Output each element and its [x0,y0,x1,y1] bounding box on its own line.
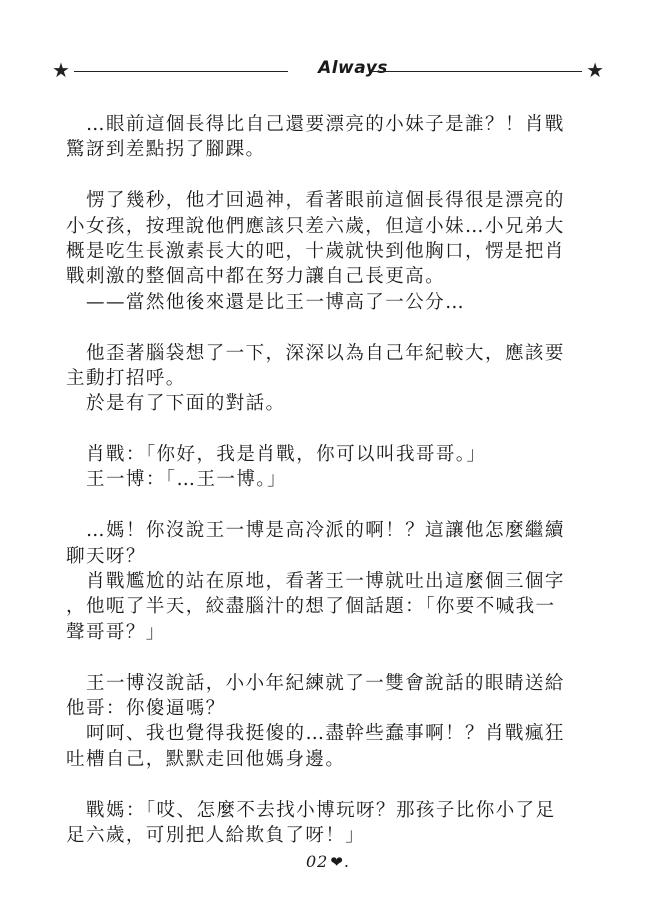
body-line: 聊天呀？ [66,545,146,567]
body-line: …媽！你沒說王一博是高冷派的啊！？這讓他怎麼繼續 [86,520,565,542]
body-line: ，他呃了半天，絞盡腦汁的想了個話題：「你要不喊我一 [66,596,556,618]
body-line: 聲哥哥？」 [66,621,166,643]
header-title: Always [288,58,418,78]
paragraph-break [66,163,590,188]
body-line: ——當然他後來還是比王一博高了一公分… [86,291,466,313]
body-line: 愣了幾秒，他才回過神，看著眼前這個長得很是漂亮的 [86,190,565,212]
running-header [52,56,604,86]
body-line: …眼前這個長得比自己還要漂亮的小妹子是誰？！肖戰 [86,114,565,135]
page-body [66,112,590,848]
paragraph-break [66,315,590,340]
body-line: 戰刺激的整個高中都在努力讓自己長更高。 [66,266,446,288]
paragraph-break [66,493,590,518]
body-line: 小女孩，按理說他們應該只差六歲，但這小妹…小兄弟大 [66,215,565,237]
dialogue-line: 足六歲，可別把人給欺負了呀！」 [66,824,366,846]
star-icon: ★ [586,58,604,82]
body-line: 肖戰尷尬的站在原地，看著王一博就吐出這麼個三個字 [86,571,565,593]
body-line: 他歪著腦袋想了一下，深深以為自己年紀較大，應該要 [86,342,565,364]
paragraph-break [66,772,590,797]
body-line: 於是有了下面的對話。 [86,393,286,415]
paragraph-break [66,417,590,442]
body-line: 王一博沒說話，小小年紀練就了一雙會說話的眼睛送給 [86,672,565,694]
header-rule-right [370,71,582,72]
dialogue-line: 戰媽：「哎、怎麼不去找小博玩呀？那孩子比你小了足 [86,799,556,821]
body-line: 吐槽自己，默默走回他媽身邊。 [66,748,346,770]
body-line: 他哥：你傻逼嗎？ [66,697,226,719]
body-line: 主動打招呼。 [66,367,186,389]
page-number: 02 [305,852,329,871]
star-icon: ★ [52,58,70,82]
body-line: 概是吃生長激素長大的吧，十歲就快到他胸口，愣是把肖 [66,240,565,262]
heart-icon: ❤ [330,853,344,871]
dialogue-line: 王一博：「…王一博。」 [86,469,287,491]
paragraph-break [66,645,590,670]
body-line: 驚訝到差點拐了腳踝。 [66,139,266,161]
body-line: 呵呵、我也覺得我挺傻的…盡幹些蠢事啊！？肖戰瘋狂 [86,723,565,745]
page-footer [0,852,656,871]
footer-suffix: . [343,852,351,871]
dialogue-line: 肖戰：「你好，我是肖戰，你可以叫我哥哥。」 [86,444,487,466]
